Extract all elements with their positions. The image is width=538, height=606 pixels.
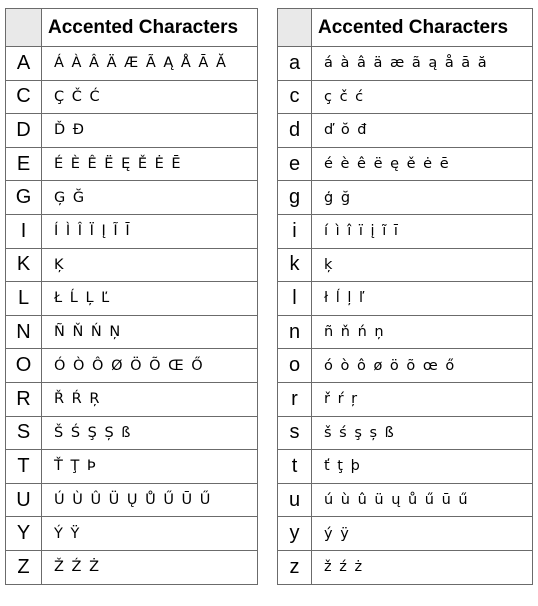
base-letter: D <box>6 114 42 148</box>
table-row <box>278 282 533 316</box>
base-letter: T <box>6 450 42 484</box>
accented-characters: ó ò ô ø ö õ œ ő <box>312 349 533 383</box>
uppercase-accent-table <box>5 8 258 585</box>
accented-characters: Ý Ÿ <box>42 517 258 551</box>
base-letter: i <box>278 214 312 248</box>
base-letter: R <box>6 382 42 416</box>
base-letter: C <box>6 80 42 114</box>
accented-characters: ç č ć <box>312 80 533 114</box>
table-row <box>278 315 533 349</box>
accented-characters: Ú Ù Û Ü Ų Ů Ű Ū Ű <box>42 483 258 517</box>
table-row <box>6 315 258 349</box>
accented-characters: é è ê ë ę ě ė ē <box>312 147 533 181</box>
base-letter: G <box>6 181 42 215</box>
table-row <box>278 517 533 551</box>
accented-characters: í ì î ï į ĩ ī <box>312 214 533 248</box>
base-letter: A <box>6 47 42 81</box>
accented-characters: ť ţ þ <box>312 450 533 484</box>
base-letter: k <box>278 248 312 282</box>
corner-cell <box>278 9 312 47</box>
base-letter: K <box>6 248 42 282</box>
table-row <box>278 214 533 248</box>
base-letter: r <box>278 382 312 416</box>
table-row <box>6 282 258 316</box>
table-row <box>278 248 533 282</box>
table-row <box>6 349 258 383</box>
table-row <box>278 181 533 215</box>
base-letter: O <box>6 349 42 383</box>
accented-characters: ķ <box>312 248 533 282</box>
base-letter: c <box>278 80 312 114</box>
table-row <box>6 47 258 81</box>
accented-characters: á à â ä æ ã ą å ā ă <box>312 47 533 81</box>
base-letter: s <box>278 416 312 450</box>
table-row <box>6 416 258 450</box>
table-row <box>6 80 258 114</box>
accented-characters: Ď Đ <box>42 114 258 148</box>
accented-characters: Ñ Ň Ń Ņ <box>42 315 258 349</box>
base-letter: Z <box>6 550 42 584</box>
base-letter: l <box>278 282 312 316</box>
base-letter: t <box>278 450 312 484</box>
base-letter: g <box>278 181 312 215</box>
base-letter: o <box>278 349 312 383</box>
accented-characters: ž ź ż <box>312 550 533 584</box>
column-header: Accented Characters <box>312 9 533 47</box>
accented-characters: É È Ê Ë Ę Ě Ė Ē <box>42 147 258 181</box>
table-row <box>278 80 533 114</box>
header-row <box>6 9 258 47</box>
accented-characters: Ž Ź Ż <box>42 550 258 584</box>
table-row <box>6 382 258 416</box>
table-row <box>6 248 258 282</box>
base-letter: I <box>6 214 42 248</box>
base-letter: u <box>278 483 312 517</box>
base-letter: Y <box>6 517 42 551</box>
accented-characters: Ř Ŕ Ŗ <box>42 382 258 416</box>
base-letter: y <box>278 517 312 551</box>
accented-characters: Ç Č Ć <box>42 80 258 114</box>
table-row <box>6 214 258 248</box>
table-row <box>6 114 258 148</box>
column-header: Accented Characters <box>42 9 258 47</box>
corner-cell <box>6 9 42 47</box>
accented-characters: ř ŕ ŗ <box>312 382 533 416</box>
base-letter: z <box>278 550 312 584</box>
table-row <box>278 114 533 148</box>
table-row <box>278 450 533 484</box>
base-letter: L <box>6 282 42 316</box>
accented-characters: ñ ň ń ņ <box>312 315 533 349</box>
table-row <box>278 47 533 81</box>
accented-characters: ģ ğ <box>312 181 533 215</box>
table-row <box>6 517 258 551</box>
accented-characters: š ś ş ș ß <box>312 416 533 450</box>
accented-characters: ł ĺ ļ ľ <box>312 282 533 316</box>
table-row <box>6 147 258 181</box>
base-letter: S <box>6 416 42 450</box>
base-letter: E <box>6 147 42 181</box>
table-row <box>278 483 533 517</box>
table-row <box>6 450 258 484</box>
base-letter: N <box>6 315 42 349</box>
accented-characters: Ł Ĺ Ļ Ľ <box>42 282 258 316</box>
accented-characters: Á À Â Ä Æ Ã Ą Å Ā Ă <box>42 47 258 81</box>
accented-characters: Ģ Ğ <box>42 181 258 215</box>
table-row <box>6 181 258 215</box>
header-row <box>278 9 533 47</box>
accented-characters: Ķ <box>42 248 258 282</box>
base-letter: n <box>278 315 312 349</box>
table-row <box>278 382 533 416</box>
accented-characters: Š Ś Ş Ș ß <box>42 416 258 450</box>
accented-characters: ý ÿ <box>312 517 533 551</box>
accented-characters: Í Ì Î Ï Į Ĩ Ī <box>42 214 258 248</box>
accented-characters: Ť Ţ Þ <box>42 450 258 484</box>
accented-characters: ď ŏ đ <box>312 114 533 148</box>
table-row <box>278 550 533 584</box>
table-row <box>278 349 533 383</box>
lowercase-accent-table <box>277 8 533 585</box>
base-letter: a <box>278 47 312 81</box>
base-letter: d <box>278 114 312 148</box>
base-letter: U <box>6 483 42 517</box>
accented-characters: Ó Ò Ô Ø Ö Õ Œ Ő <box>42 349 258 383</box>
table-row <box>6 483 258 517</box>
table-row <box>6 550 258 584</box>
accented-characters: ú ù û ü ų ů ű ū ű <box>312 483 533 517</box>
table-row <box>278 147 533 181</box>
table-row <box>278 416 533 450</box>
base-letter: e <box>278 147 312 181</box>
